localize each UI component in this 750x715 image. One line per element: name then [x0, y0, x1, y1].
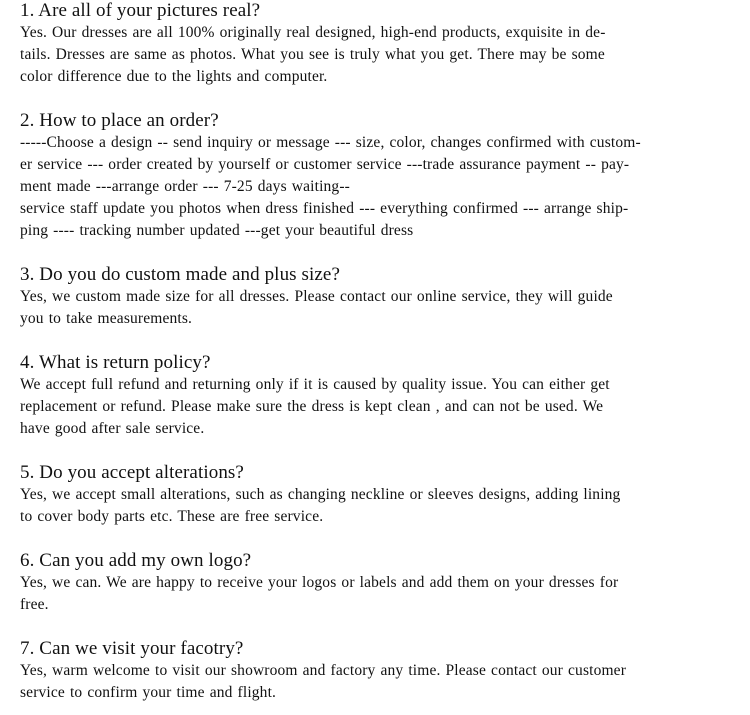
- answer-line: Yes, we custom made size for all dresses. Please contact our online service, they will guide: [20, 288, 613, 305]
- answer-line: -----Choose a design -- send inquiry or message --- size, color, changes confirmed with custom-: [20, 134, 641, 151]
- faq-document: [20, 0, 738, 704]
- faq-item-visit-factory: [20, 638, 738, 704]
- faq-answer: [20, 132, 738, 242]
- faq-answer: [20, 660, 738, 704]
- faq-item-own-logo: [20, 550, 738, 616]
- faq-answer: [20, 286, 738, 330]
- faq-item-pictures-real: [20, 0, 738, 88]
- answer-line: service staff update you photos when dress finished --- everything confirmed --- arrange ship-: [20, 200, 629, 217]
- answer-line: to cover body parts etc. These are free service.: [20, 508, 324, 525]
- answer-line: ping ---- tracking number updated ---get your beautiful dress: [20, 222, 414, 239]
- answer-line: have good after sale service.: [20, 420, 205, 437]
- answer-line: tails. Dresses are same as photos. What you see is truly what you get. There may be some: [20, 46, 605, 63]
- faq-item-custom-made: [20, 264, 738, 330]
- faq-question: 7. Can we visit your facotry?: [20, 638, 244, 659]
- faq-item-alterations: [20, 462, 738, 528]
- answer-line: color difference due to the lights and computer.: [20, 68, 328, 85]
- faq-answer: [20, 572, 738, 616]
- faq-answer: [20, 374, 738, 440]
- answer-line: We accept full refund and returning only if it is caused by quality issue. You can either get: [20, 376, 610, 393]
- answer-line: er service --- order created by yourself or customer service ---trade assurance payment -- pay-: [20, 156, 630, 173]
- answer-line: Yes, we accept small alterations, such as changing neckline or sleeves designs, adding lining: [20, 486, 621, 503]
- answer-line: free.: [20, 596, 49, 613]
- faq-answer: [20, 484, 738, 528]
- faq-question: 2. How to place an order?: [20, 110, 219, 131]
- faq-question: 3. Do you do custom made and plus size?: [20, 264, 340, 285]
- answer-line: replacement or refund. Please make sure the dress is kept clean , and can not be used. We: [20, 398, 604, 415]
- answer-line: service to confirm your time and flight.: [20, 684, 277, 701]
- faq-answer: [20, 22, 738, 88]
- faq-item-place-order: [20, 110, 738, 242]
- answer-line: you to take measurements.: [20, 310, 193, 327]
- faq-question: 5. Do you accept alterations?: [20, 462, 244, 483]
- faq-question: 1. Are all of your pictures real?: [20, 0, 261, 21]
- faq-question: 4. What is return policy?: [20, 352, 211, 373]
- answer-line: ment made ---arrange order --- 7-25 days waiting--: [20, 178, 350, 195]
- faq-question: 6. Can you add my own logo?: [20, 550, 252, 571]
- answer-line: Yes, we can. We are happy to receive your logos or labels and add them on your dresses for: [20, 574, 619, 591]
- answer-line: Yes. Our dresses are all 100% originally real designed, high-end products, exquisite in de-: [20, 24, 606, 41]
- answer-line: Yes, warm welcome to visit our showroom and factory any time. Please contact our customer: [20, 662, 627, 679]
- faq-item-return-policy: [20, 352, 738, 440]
